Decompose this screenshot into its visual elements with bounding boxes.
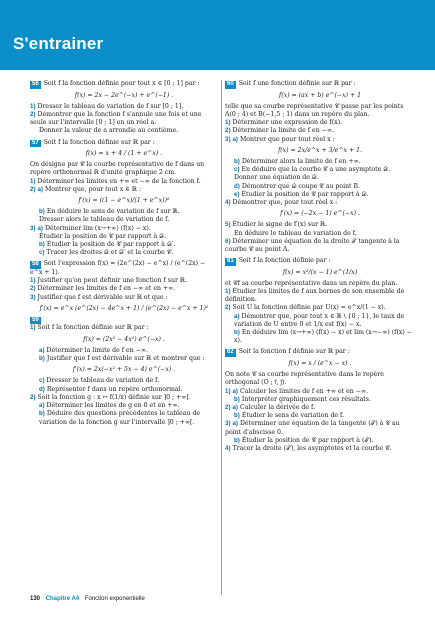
question-number: 1) (30, 324, 36, 332)
question-text: Démontrer que la fonction f s'annule une fois et une seule sur l'intervalle [0 ; 1] en un réel a. (30, 110, 202, 127)
page-footer (30, 596, 145, 602)
subquestion-letter: b) (234, 412, 240, 420)
question-number: 4) (225, 198, 231, 206)
exercise-number: 59 (32, 316, 39, 323)
question-text: Calculer la dérivée de f. (239, 404, 315, 411)
exercise-number: 61 (227, 258, 234, 265)
formula: f(x) = x + 4 / (1 + e^x) . (85, 150, 163, 158)
question-text: Démontrer que, pour tout réel x : (232, 198, 338, 206)
subquestion-letter: b) (234, 329, 240, 337)
question-text: Déterminer une équation de la tangente (𝒯) à 𝒞 au point d'abscisse 0. (225, 420, 400, 436)
question-number: 6) (225, 237, 231, 245)
exercise-number: 60 (227, 81, 234, 87)
question-text: Démontrer que 𝒟 coupe 𝒞 au point B. (241, 182, 361, 190)
question-text: Justifier que f est dérivable sur ℝ et montrer que : (46, 355, 205, 363)
question-text: Déterminer une équation de la droite 𝒯 tangente à la courbe 𝒞 au point A. (225, 237, 400, 253)
exercise-57 (30, 139, 218, 258)
subquestion-letter: c) (39, 249, 45, 257)
formula: f′(x) = ((1 − e^x)/(1 + e^x))² (78, 197, 170, 205)
subquestion-letter: a) (232, 404, 238, 411)
question-text: En déduire le sens de variation de f sur ℝ. (46, 208, 180, 216)
exercise-intro: Soit l'expression f(x) = (2e^(2x) − e^x) / (e^(2x) − e^x + 1). (30, 260, 206, 276)
subquestion-letter: b) (39, 241, 45, 249)
column-divider (221, 80, 222, 595)
formula: f′(x) = (−2x − 1) e^(−x) . (280, 210, 360, 218)
question-number: 2) (225, 404, 231, 411)
question-text: Interpréter graphiquement ces résultats. (241, 395, 371, 403)
question-text: Soit U la fonction définie par U(x) = e^x/(1 − x). (232, 304, 386, 312)
formula: f(x) = 2x/e^x + 3/e^x + 1. (277, 146, 363, 154)
exercise-58 (30, 260, 218, 313)
exercise-intro: Soit f la fonction définie pour tout x ∈ [0 ; 1] par : (43, 80, 200, 87)
exercise-text: telle que sa courbe représentative 𝒞 passe par les points A(0 ; 4) et B(−1,5 ; 1) dans un repère du plan. (225, 102, 404, 118)
exercise-59 (30, 316, 218, 427)
question-text: Étudier la position de 𝒞 par rapport à 𝒟. (39, 232, 167, 240)
question-number: 2) (225, 127, 231, 135)
question-text: Déterminer les limites en +∞ et −∞ de la fonction f. (37, 177, 201, 185)
subquestion-letter: a) (39, 346, 45, 354)
question-text: En déduire que la courbe 𝒞 a une asymptote 𝒟. (241, 166, 391, 174)
chapter-label: Chapitre A4 (45, 596, 80, 602)
question-number: 1) (225, 387, 231, 395)
formula: f(x) = x²/(x − 1) e^(1/x) (282, 268, 358, 276)
question-text: Étudier la position de 𝒞 par rapport à 𝒟′. (46, 241, 176, 249)
subquestion-letter: b) (39, 208, 45, 216)
formula: f(x) = x / (e^x − x) . (288, 359, 352, 367)
question-text: Étudier la position de 𝒞 par rapport à 𝒟. (241, 190, 369, 198)
subquestion-letter: a) (232, 135, 238, 143)
exercise-62 (225, 348, 415, 453)
question-text: Représenter f dans un repère orthonormal. (46, 385, 183, 393)
question-text: Montrer que, pour tout x ∈ ℝ : (44, 185, 142, 193)
question-text: Dresser le tableau de variation de f sur [0 ; 1]. (37, 102, 184, 110)
question-text: Tracer la droite (𝒯), les asymptotes et la courbe 𝒞. (232, 445, 392, 453)
page-title: S'entrainer (13, 34, 104, 53)
question-text: En déduire lim (x→+∞) (f(x) − x) et lim (x→−∞) (f(x) − x). (234, 329, 412, 345)
subquestion-letter: b) (234, 436, 240, 444)
question-number: 1) (225, 119, 231, 127)
formula: f(x) = 2x − 2e^(−x) + e^(−1) . (74, 91, 174, 99)
subquestion-letter: a) (232, 420, 238, 428)
subquestion-letter: b) (234, 157, 240, 165)
subquestion-letter: a) (37, 224, 43, 232)
question-number: 3) (30, 224, 36, 232)
page-number: 130 (30, 596, 41, 602)
exercise-number: 56 (32, 81, 39, 87)
chapter-title: Fonction exponentielle (84, 596, 145, 602)
question-text: Soit f la fonction définie sur ℝ par : (37, 324, 149, 332)
question-text: Soit la fonction g : x ↦ f(1/x) définie sur ]0 ; +∞[. (37, 393, 191, 401)
subquestion-letter: b) (39, 355, 45, 363)
exercise-number: 58 (32, 261, 39, 268)
subquestion-letter: c) (39, 377, 45, 385)
exercise-intro: Soit f une fonction définie sur ℝ par : (238, 80, 356, 87)
question-text: Déterminer la limite de f en −∞. (46, 346, 148, 354)
subquestion-letter: e) (234, 190, 240, 198)
question-number: 2) (30, 393, 36, 401)
exercise-intro: Soit f la fonction définie par : (238, 257, 331, 265)
formula: f(x) = (2x³ − 4x²) e^(−x) . (83, 335, 165, 343)
formula: f(x) = (ax + b) e^(−x) + 1 (278, 91, 362, 99)
question-text: Étudier le sens de variation de f. (241, 412, 345, 420)
exercise-number: 62 (227, 349, 234, 356)
question-text: Déterminer la limite de f en −∞. (232, 127, 334, 135)
question-number: 1) (30, 177, 36, 185)
exercise-56 (30, 80, 218, 136)
question-text: Donner une équation de 𝒟. (234, 174, 319, 182)
subquestion-letter: b) (234, 395, 240, 403)
subquestion-letter: b) (39, 410, 45, 418)
formula: f′(x) = 2x(−x² + 5x − 4) e^(−x) . (72, 366, 176, 374)
question-text: Déterminer lim (x→+∞) (f(x) − x). (44, 224, 151, 232)
exercise-text: On note 𝒞 sa courbe représentative dans le repère orthogonal (O ; i⃗, j⃗). (225, 371, 384, 387)
exercise-number: 57 (32, 139, 39, 146)
subquestion-letter: d) (39, 385, 45, 393)
question-text: Déterminer alors la limite de f en +∞. (241, 157, 361, 165)
question-number: 1) (225, 288, 231, 296)
header-banner (0, 0, 435, 70)
question-text: Justifier que f est dérivable sur ℝ et que : (37, 293, 168, 301)
right-column (225, 80, 415, 456)
left-column (30, 80, 218, 430)
subquestion-letter: a) (39, 402, 45, 410)
question-number: 2) (225, 304, 231, 312)
question-text: Dresser alors le tableau de variation de f. (39, 216, 170, 224)
exercise-60 (225, 80, 415, 254)
question-number: 4) (225, 445, 231, 453)
subquestion-letter: a) (234, 312, 240, 320)
question-text: Déterminer les limites de g en 0 et en +∞. (46, 402, 180, 410)
exercise-text: et 𝒞f sa courbe représentative dans un repère du plan. (225, 279, 398, 287)
subquestion-letter: a) (37, 185, 43, 193)
question-text: Justifier qu'on peut définir une fonction f sur ℝ. (37, 277, 187, 285)
subquestion-letter: d) (234, 182, 240, 190)
question-number: 3) (225, 420, 231, 428)
question-text: Calculer les limites de f en +∞ et en −∞. (239, 387, 369, 395)
question-number: 2) (30, 285, 36, 293)
question-text: Dresser le tableau de variation de f. (46, 377, 160, 385)
question-text: Déduire des questions précédentes le tableau de variation de la fonction g sur l'intervalle ]0 ; +∞[. (39, 410, 201, 426)
subquestion-letter: c) (234, 166, 240, 174)
question-text: Étudier le signe de f′(x) sur ℝ. (232, 221, 328, 229)
question-text: Déterminer une expression de f(x). (232, 119, 343, 127)
exercise-intro: Soit f la fonction définie sur ℝ par : (43, 138, 155, 146)
question-number: 1) (30, 277, 36, 285)
formula: f′(x) = e^x (e^(2x) − 4e^x + 1) / (e^(2x) − e^x + 1)² (39, 304, 209, 312)
exercise-text: On désigne par 𝒞 la courbe représentative de f dans un repère orthonormal ℝ d'unité graphique 2 cm. (30, 161, 205, 177)
subquestion-letter: a) (232, 387, 238, 395)
question-text: Montrer que pour tout réel x : (239, 135, 335, 143)
question-text: Déterminer les limites de f en −∞ et en +∞. (37, 285, 176, 293)
question-number: 2) (30, 185, 36, 193)
question-text: En déduire le tableau de variation de f. (234, 229, 357, 237)
question-number: 1) (30, 102, 36, 110)
question-text: Démontrer que, pour tout x ∈ ℝ \ {0 ; 1}, le taux de variation de U entre 0 et 1/x est f(x) − x. (234, 312, 405, 328)
question-text: Tracer les droites 𝒟 et 𝒟′ et la courbe 𝒞. (46, 249, 174, 257)
question-number: 3) (225, 135, 231, 143)
exercise-intro: Soit la fonction f définie sur ℝ par : (238, 348, 350, 356)
question-number: 2) (30, 110, 36, 118)
question-number: 3) (30, 293, 36, 301)
question-text: Donner la valeur de a arrondie au centième. (39, 127, 179, 135)
question-text: Étudier les limites de f aux bornes de son ensemble de définition. (225, 288, 405, 304)
question-number: 5) (225, 221, 231, 229)
question-text: Étudier la position de 𝒞 par rapport à (𝒯). (241, 436, 374, 444)
exercise-61 (225, 257, 415, 345)
